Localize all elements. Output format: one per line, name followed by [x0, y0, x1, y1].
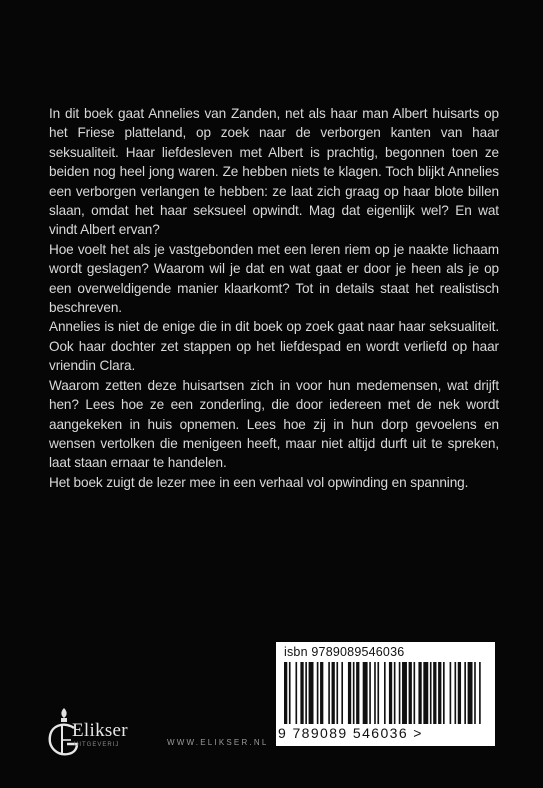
publisher-subtitle: UITGEVERIJ [74, 742, 120, 748]
barcode-bar [300, 662, 303, 724]
barcode-digits: 9 789089 546036 > [278, 725, 423, 741]
barcode-bar [418, 662, 421, 724]
isbn-barcode [276, 642, 495, 746]
publisher-website: WWW.ELIKSER.NL [167, 738, 269, 747]
barcode-bar [443, 662, 445, 724]
barcode-bar [479, 662, 481, 724]
publisher-name: Elikser [72, 720, 128, 741]
barcode-bar [377, 662, 379, 724]
barcode-bar [423, 662, 428, 724]
barcode-bar [458, 662, 461, 724]
barcode-bar [356, 662, 359, 724]
barcode-bar [384, 662, 386, 724]
barcode-bar [328, 662, 330, 724]
barcode-bar [474, 662, 476, 724]
barcode-bar [409, 662, 412, 724]
blurb-text [49, 104, 499, 492]
barcode-bar [430, 662, 432, 724]
barcode-bar [389, 662, 392, 724]
barcode-bar [336, 662, 338, 724]
blurb-paragraph-4: Waarom zetten deze huisartsen zich in voor hun medemensen, wat drijft hen? Lees hoe ze een zonderling, die door iedereen met de nek wordt aangekeken in huis opnemen. Lees hoe zij in hun dorp gevoelens en wensen vertolken die menigeen heeft, maar niet altijd durft uit te spreken, laat staan ernaar te handelen. [49, 377, 499, 471]
barcode-bar [295, 662, 297, 724]
barcode-bar [284, 662, 287, 724]
barcode-bar [341, 662, 343, 724]
blurb-paragraph-2: Hoe voelt het als je vastgebonden met een leren riem op je naakte lichaam wordt geslagen? Waarom wil je dat en wat gaat er door je heen als je op een overweldigende manier klaarkomt? Tot in details staat het realistisch beschreven. [49, 241, 499, 316]
barcode-bar [309, 662, 314, 724]
barcode-bar [317, 662, 319, 724]
barcode-bar [289, 662, 291, 724]
barcode-bar [348, 662, 351, 724]
barcode-bar [353, 662, 355, 724]
blurb-paragraph-5: Het boek zuigt de lezer mee in een verhaal vol opwinding en spanning. [49, 474, 469, 490]
barcode-bar [374, 662, 376, 724]
barcode-bar [468, 662, 473, 724]
barcode-bar [369, 662, 371, 724]
barcode-bar [450, 662, 452, 724]
isbn-label: isbn 9789089546036 [284, 645, 405, 659]
barcode-bar [438, 662, 441, 724]
barcode-bar [402, 662, 407, 724]
barcode-bar [399, 662, 401, 724]
blurb-paragraph-1: In dit boek gaat Annelies van Zanden, net als haar man Albert huisarts op het Friese platteland, op zoek naar de verborgen kanten van haar seksualiteit. Haar liefdesleven met Albert is prachtig, begonnen toen ze beiden nog heel jong waren. Ze hebben niets te klagen. Toch blijkt Annelies een verborgen verlangen te hebben: ze laat zich graag op haar blote billen slaan, omdat het haar seksueel opwindt. Mag dat eigenlijk wel? En wat vindt Albert ervan? [49, 106, 499, 238]
barcode-bar [363, 662, 368, 724]
barcode-bar [464, 662, 466, 724]
barcode-bar [433, 662, 436, 724]
barcode-bar [332, 662, 335, 724]
barcode-bar [454, 662, 456, 724]
barcode-bar [320, 662, 323, 724]
barcode-bar [394, 662, 396, 724]
barcode-bars [284, 662, 484, 724]
barcode-bar [414, 662, 416, 724]
blurb-paragraph-3: Annelies is niet de enige die in dit boek op zoek gaat naar haar seksualiteit. Ook haar dochter zet stappen op het liefdespad en wordt verliefd op haar vriendin Clara. [49, 319, 499, 374]
barcode-bar [305, 662, 307, 724]
